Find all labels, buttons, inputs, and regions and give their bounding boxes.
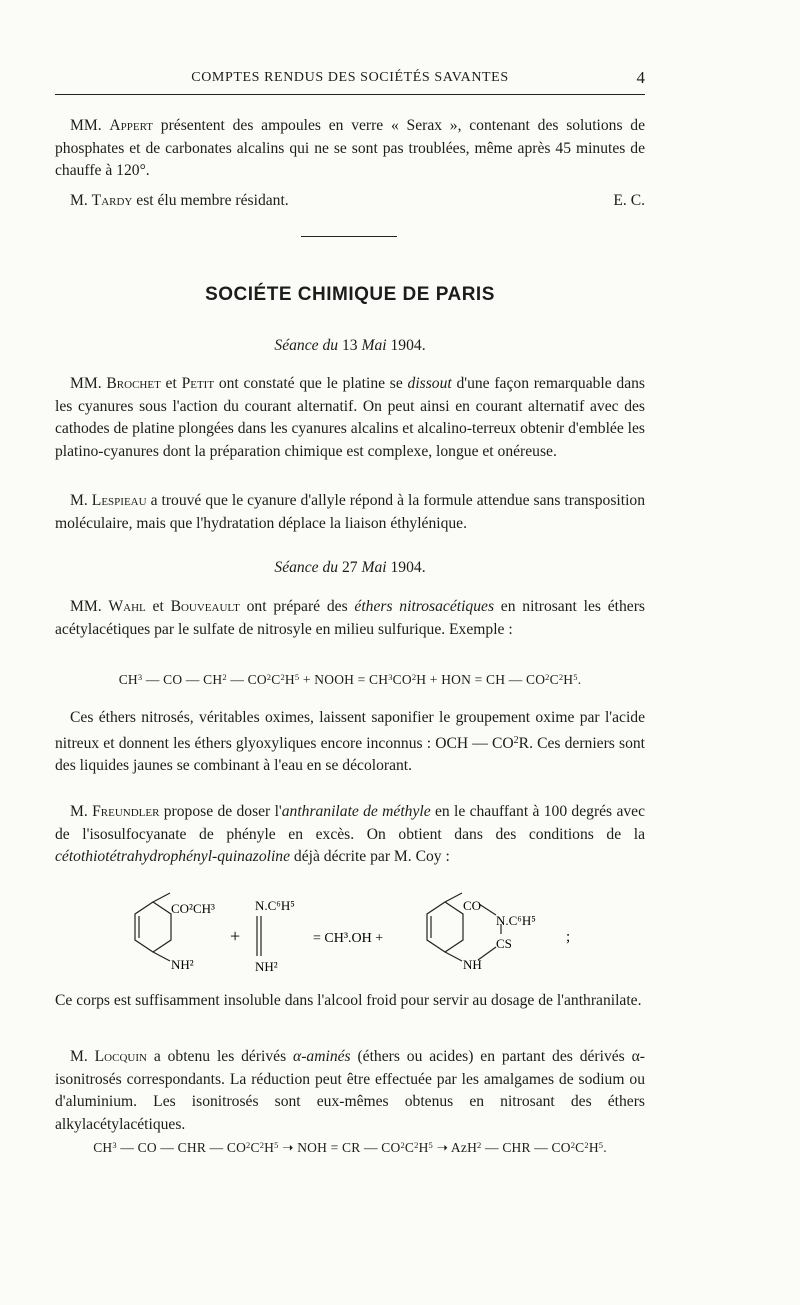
double-bond <box>257 916 261 956</box>
section-title: SOCIÉTE CHIMIQUE DE PARIS <box>205 284 495 305</box>
paragraph-insoluble: Ce corps est suffisamment insoluble dans l'alcool froid pour servir au dosage de l'anthranilate. <box>55 992 642 1009</box>
reagent-bottom: NH² <box>255 959 278 974</box>
product-carbonyl: CO <box>463 898 482 913</box>
paragraph-wahl-bouveault: MM. Wahl et Bouveault ont préparé des éthers nitrosacétiques en nitrosant les éthers acétylacétiques par le sulfate de nitrosyle en milieu sulfurique. Exemple : <box>55 598 645 638</box>
signoff-initials: E. C. <box>613 192 645 209</box>
page-number: 4 <box>636 68 645 87</box>
product-thiocarbonyl: CS <box>496 936 512 951</box>
reaction-scheme <box>55 890 645 980</box>
reagent-top: N.C⁶H⁵ <box>255 898 295 913</box>
substituent-amine: NH² <box>171 957 194 972</box>
product-phenylimino: N.C⁶H⁵ <box>496 913 536 928</box>
substituent-ester: CO²CH³ <box>171 901 215 916</box>
paragraph-brochet-petit: MM. Brochet et Petit ont constaté que le platine se dissout d'une façon remarquable dans les cyanures sous l'action du courant alternatif. On peut ainsi en courant alternatif avec des cathodes de platine plongées dans les cyanures alcalins et alcalino-terreux obtenir d'emblée les platino-cyanures dont la préparation chimique est complexe, longue et onéreuse. <box>55 375 645 460</box>
paragraph-tardy: M. Tardy est élu membre résidant. E. C. <box>55 190 645 213</box>
author-name: Tardy <box>91 192 133 209</box>
running-title: COMPTES RENDUS DES SOCIÉTÉS SAVANTES <box>191 70 509 85</box>
product-nh: NH <box>463 957 482 972</box>
journal-page <box>55 0 645 1305</box>
formula-nitrosation: $CH^3$ — CO — $CH^2$ — $CO^2C^2H^5$ + NOOH = $CH^3CO^2H$ + HON = CH — $CO^2C^2H^5$. <box>118 672 582 687</box>
plus-sign: + <box>230 926 241 946</box>
paragraph-lespieau: M. Lespieau a trouvé que le cyanure d'allyle répond à la formule attendue sans transposition moléculaire, mais que l'hydratation déplace la liaison éthylénique. <box>55 492 645 532</box>
formula-reduction: $CH^3$ — CO — CHR — $CO^2C^2H^5$ ➝ NOH = CR — $CO^2C^2H^5$ ➝ AzH$^2$ — CHR — $CO^2C^2H^5$. <box>93 1140 607 1155</box>
seance-heading-2: Séance du 27 Mai 1904. <box>274 559 426 576</box>
semicolon: ; <box>566 929 571 945</box>
arrow-icon: ➝ <box>278 1140 298 1155</box>
paragraph-nitroses: Ces éthers nitrosés, véritables oximes, laissent saponifier le groupement oxime par l'acide nitreux et donnent les éthers glyoxyliques encore inconnus : OCH — $CO^2R$. Ces derniers sont des liquides jaunes se combinant à l'eau en se décolorant. <box>55 709 645 774</box>
author-name: Appert <box>109 117 154 134</box>
arrow-icon: ➝ <box>433 1140 451 1155</box>
paragraph-freundler: M. Freundler propose de doser l'anthranilate de méthyle en le chauffant à 100 degrés avec de l'isosulfocyanate de phényle en excès. On obtient dans des conditions de la cétothiotétrahydrophényl-quinazoline déjà décrite par M. Coy : <box>55 803 645 865</box>
equals-byproduct: = CH³.OH + <box>313 931 384 946</box>
paragraph-appert: MM. Appert présentent des ampoules en verre « Serax », contenant des solutions de phosphates et de carbonates alcalins qui ne se sont pas troublées, même après 45 minutes de chauffe à 120°. <box>55 117 645 179</box>
seance-heading: Séance du 13 Mai 1904. <box>274 337 426 354</box>
section-separator <box>301 236 397 237</box>
paragraph-locquin: M. Locquin a obtenu les dérivés α-aminés (éthers ou acides) en partant des dérivés α-isonitrosés correspondants. La réduction peut être effectuée par les amalgames de sodium ou d'aluminium. Les isonitrosés sont eux-mêmes obtenus en nitrosant des éthers alkylacétylacétiques. <box>55 1048 645 1133</box>
benzene-ring-left <box>135 893 171 961</box>
running-header <box>55 68 645 95</box>
